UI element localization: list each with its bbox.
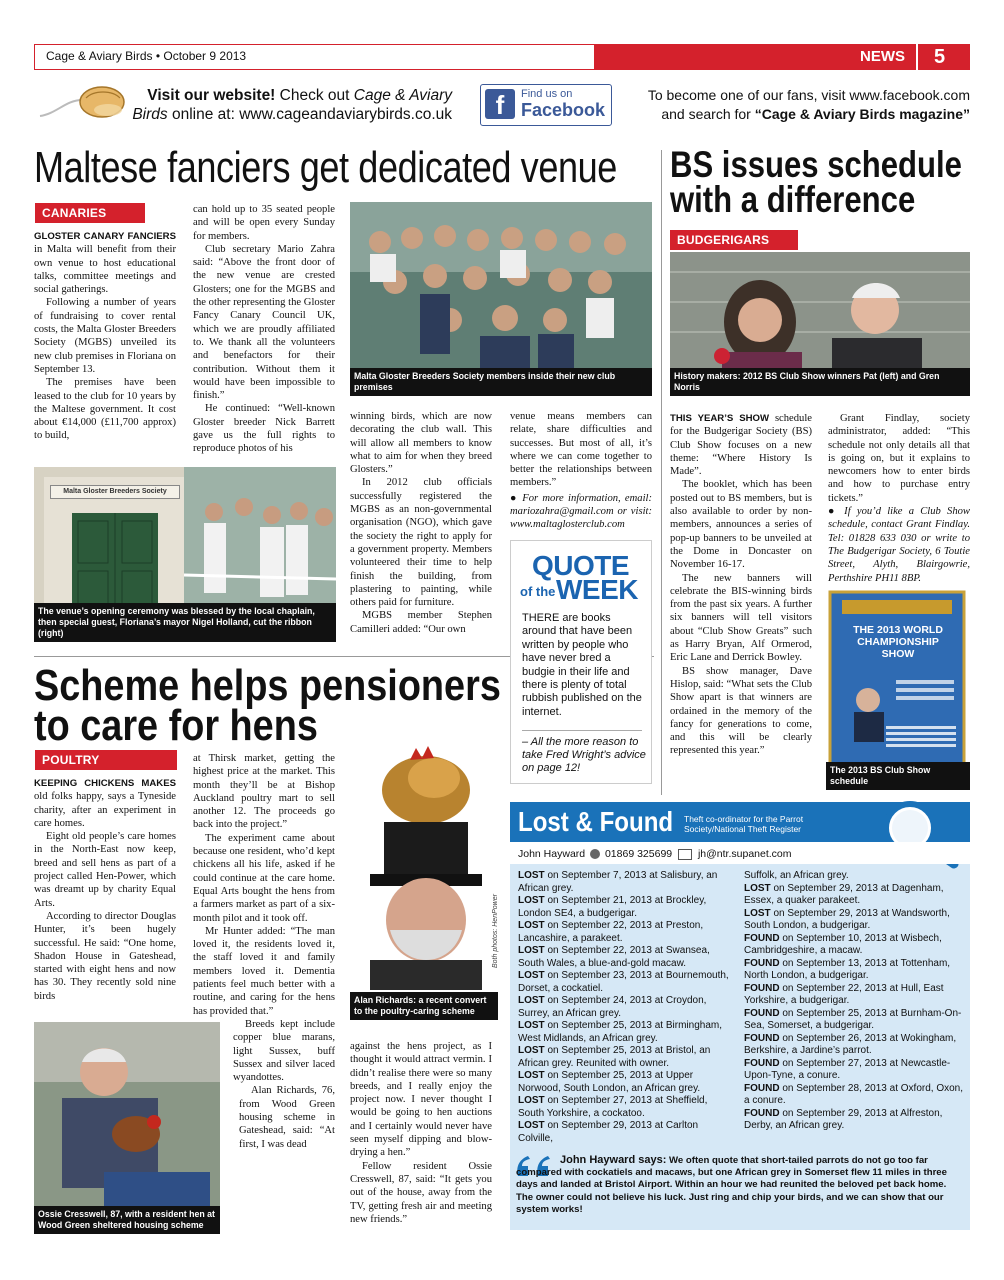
caption-ossie-cresswell: Ossie Cresswell, 87, with a resident hen at Wood Green sheltered housing scheme (34, 1206, 220, 1234)
entry-text: on September 7, 2013 at Salisbury, an African grey. (518, 870, 718, 894)
entry-status: FOUND (744, 957, 780, 969)
lost-found-entry (744, 1008, 964, 1033)
maltese-col4: venue means members can relate, share difficulties and successes. But most of all, it’s where we can come together to better the relationships between members.” ● For more information, email: mariozahra@gmail.com or visit: www.maltaglosterclub.com (510, 411, 652, 531)
photo-club-members (350, 202, 652, 396)
hens-col3: against the hens project, as I thought it would attract vermin. I didn’t realise there were so many breeds, and I really enjoy the project now. I never thought I would be going to hen auctions and I certainly would never have seen myself dipping and blow-drying a hen.” Fellow resident Ossie Cresswell, 87, said: “It gets you out of the house, away from the TV, getting fresh air and meeting new friends.” (350, 1041, 492, 1225)
quote-title-of: of the (520, 584, 556, 599)
photo-schedule-cover (826, 590, 970, 790)
entry-text: on September 22, 2013 at Swansea, South Wales, a blue-and-gold macaw. (518, 945, 710, 969)
entry-text: Suffolk, an African grey. (744, 870, 849, 881)
email-icon (678, 849, 692, 860)
entry-text: on September 25, 2013 at Burnham-On-Sea, Somerset, a budgerigar. (744, 1007, 962, 1031)
entry-status: LOST (518, 895, 545, 906)
entry-text: on September 29, 2013 at Carlton Colville, (518, 1120, 699, 1144)
entry-status: LOST (518, 1070, 545, 1081)
maltese-col1: GLOSTER CANARY FANCIERS in Malta will benefit from their own venue to host educational talks, committee meetings and social gatherings. Following a number of years of fundraising to cover rental costs, the Malta Gloster Breeders Society (MGBS) unveiled its new club premises in Floriana on September 13. The premises have been leased to the club for 10 years by the Maltese government. It cost about €14,000 (£11,700 approx) to build, (34, 231, 176, 442)
website-promo: Visit our website! Check out Cage & Aviary Birds online at: www.cageandaviarybirds.co.uk (132, 87, 452, 123)
hens-headline: Scheme helps pensioners to care for hens (34, 661, 501, 750)
lost-found-entry (744, 1083, 964, 1108)
lost-found-entry (518, 1120, 734, 1145)
page-number: 5 (934, 46, 946, 68)
entry-text: on September 28, 2013 at Oxford, Oxon, a conure. (744, 1082, 964, 1106)
entry-status: FOUND (744, 982, 780, 994)
column-divider (661, 150, 662, 795)
entry-status: FOUND (744, 1107, 780, 1119)
fans-promo: To become one of our fans, visit www.facebook.com and search for “Cage & Aviary Birds magazine” (647, 87, 970, 122)
entry-status: LOST (518, 1095, 545, 1106)
entry-status: FOUND (744, 932, 780, 944)
lost-found-entry (518, 1020, 734, 1045)
lost-found-entry (518, 920, 734, 945)
entry-text: on September 26, 2013 at Wokingham, Berkshire, a Jardine’s parrot. (744, 1032, 957, 1056)
entry-status: LOST (518, 1045, 545, 1056)
bs-col1: THIS YEAR’S SHOW schedule for the Budgerigar Society (BS) Club Show focuses on a new theme: “Where History Is Made”. The booklet, which has been posted out to BS members, but is also available to order by non-members, announces a series of pop-up banners to be unveiled at the Dome in Doncaster on November 16-17. The new banners will celebrate the BIS-winning birds from the past six years. A further six banners will tell visitors about “Club Show Greats” such as Harry Bryan, Alf Ormerod, Eric Lane and Derrick Bowley. BS show manager, Dave Hislop, said: “What sets the Club Show apart is that winners are ordained in the memory of the fancy for generations to come, and this will be clearly represented this year.” (670, 413, 813, 757)
photo-bs-winners (670, 252, 970, 396)
lost-found-entry (744, 883, 964, 908)
photo-venue-opening (34, 467, 336, 642)
bs-col2: Grant Findlay, society administrator, added: “This schedule not only details all that is going on, but it explains to newcomers how to enter birds and how to purchase entry tickets.” ● If you’d like a Club Show schedule, contact Grant Findlay. Tel: 01828 633 030 or write to The Budgerigar Society, 6 Toutie Street, Alyth, Blairgowrie, Perthshire PH11 8BP. (828, 413, 970, 584)
hens-col2: at Thirsk market, getting the highest price at the market. This month they’ll be at Bishop Auckland poultry mart to sell another 12. The proceeds go back into the project.” The experiment came about because one resident, who’d kept chickens all his life, asked if he could continue at the care home. Equal Arts bought the hens from a farmers market as part of a six-month pilot and it took off. Mr Hunter added: “The man loved it, the residents loved it, the staff loved it and family members loved it. Dementia patients feel much better with a routine, and caring for the hens has provided that.” Breeds kept include copper blue marans, light Sussex, buff Sussex and silver laced wyandottes. Alan Richards, 76, from Wood Green housing scheme in Gateshead, said: “At first, I was dead (193, 753, 335, 1150)
entry-status: LOST (744, 882, 771, 894)
phone-icon (590, 849, 600, 859)
caption-alan-richards: Alan Richards: a recent convert to the poultry-caring scheme (350, 992, 498, 1020)
canaries-tag: CANARIES (35, 203, 145, 223)
lost-found-panel (510, 802, 970, 1230)
entry-text: on September 27, 2013 at Sheffield, South Yorkshire, a cockatoo. (518, 1095, 708, 1119)
poultry-tag: POULTRY (35, 750, 177, 770)
entry-status: FOUND (744, 1082, 780, 1094)
lost-found-entry (744, 933, 964, 958)
budgerigars-tag: BUDGERIGARS (670, 230, 798, 250)
maltese-headline: Maltese fanciers get dedicated venue (34, 143, 617, 192)
lost-found-title: Lost & Found (518, 806, 674, 837)
entry-status: LOST (518, 995, 545, 1006)
entry-status: LOST (518, 1120, 545, 1131)
maltese-col3: winning birds, which are now decorating the club wall. This will allow all members to know what to aim for when they breed Glosters.” In 2012 club officials successfully registered the MGBS as an non-governmental organisation (NGO), which gave the society the right to apply for a government property. Members volunteered their time to help finish the building, from plastering to painting, while others paid for furniture. MGBS member Stephen Camilleri added: “Our own (350, 411, 492, 635)
entry-status: LOST (518, 1020, 545, 1031)
entry-text: on September 25, 2013 at Birmingham, West Midlands, an African grey. (518, 1020, 722, 1044)
entry-status: LOST (518, 945, 545, 956)
entry-text: on September 25, 2013 at Upper Norwood, South London, an African grey. (518, 1070, 701, 1094)
venue-plaque: Malta Gloster Breeders Society (50, 485, 180, 499)
schedule-cover-title: THE 2013 WORLD CHAMPIONSHIP SHOW (853, 624, 943, 660)
contact-phone[interactable]: 01869 325699 (604, 848, 673, 860)
entry-status: LOST (518, 870, 545, 881)
caption-venue-opening: The venue’s opening ceremony was blessed by the local chaplain, then special guest, Floriana’s mayor Nigel Holland, cut the ribbon (right) (34, 603, 336, 642)
lost-found-entry (744, 983, 964, 1008)
photo-ossie-cresswell (34, 1022, 220, 1234)
entry-text: on September 13, 2013 at Tottenham, North London, a budgerigar. (744, 957, 951, 981)
entry-status: FOUND (744, 1032, 780, 1044)
entry-status: LOST (744, 907, 771, 919)
mouse-icon (36, 80, 128, 124)
entry-text: on September 27, 2013 at Newcastle-Upon-Tyne, a conure. (744, 1057, 951, 1081)
lost-found-subtitle: Theft co-ordinator for the Parrot Society/National Theft Register (684, 814, 804, 834)
entry-text: on September 29, 2013 at Wandsworth, South London, a budgerigar. (744, 907, 950, 931)
lost-found-entry (744, 1033, 964, 1058)
lost-found-entry (518, 945, 734, 970)
entry-status: FOUND (744, 1007, 780, 1019)
header-bar (34, 44, 970, 70)
lost-found-entry (744, 958, 964, 983)
quote-title-top: QUOTE (532, 550, 630, 581)
lost-found-col2 (744, 870, 964, 1133)
lost-found-contact: John Hayward 01869 325699 jh@ntr.supanet.com (518, 848, 792, 860)
caption-schedule-cover: The 2013 BS Club Show schedule (826, 762, 970, 790)
lost-found-entry (518, 1095, 734, 1120)
lost-found-col1 (518, 870, 734, 1145)
quote-attribution: – All the more reason to take Fred Wright’s advice on page 12! (522, 736, 646, 774)
facebook-badge[interactable]: f Find us on Facebook (480, 84, 612, 126)
john-hayward-says: John Hayward says: We often quote that short-tailed parrots do not go too far compared with cockatiels and macaws, but one African grey in Somerset flew 11 miles in three days and landed at Bristol Airport. Within an hour we had reunited the beloved pet back home. The owner could not believe his luck. Just ring and chip your birds, and we can show that our system works! (516, 1154, 947, 1215)
lost-found-entry (518, 995, 734, 1020)
hens-col1: KEEPING CHICKENS MAKES old folks happy, says a Tyneside charity, after an experiment in care homes. Eight old people’s care homes in the North-East now keep, breed and sell hens as part of a project called Hen-Power, which was dreamt up by charity Equal Arts. According to director Douglas Hunter, it’s been hugely successful. He said: “One home, Shadon House in Gateshead, started with eight hens and now has 30. They recently sold nine birds (34, 778, 176, 1002)
entry-text: on September 22, 2013 at Hull, East Yorkshire, a budgerigar. (744, 982, 944, 1006)
section-label: NEWS (860, 48, 905, 65)
entry-text: on September 21, 2013 at Brockley, London SE4, a budgerigar. (518, 895, 707, 919)
entry-status: FOUND (744, 1057, 780, 1069)
maltese-col2: can hold up to 35 seated people and will be open every Sunday for members. Club secretary Mario Zahra said: “Above the front door of the new venue are crested Glosters; one for the MGBS and the other representing the Gloster Fancy Canary Council UK, which we are proudly affiliated to. We thank all the volunteers and benefactors for their contribution. Without them it would have been impossible to finish.” He continued: “Well-known Gloster breeder Nick Barrett gave us the full rights to reproduce photos of his (193, 204, 335, 455)
website-url[interactable]: online at: www.cageandaviarybirds.co.uk (171, 106, 452, 123)
entry-text: on September 25, 2013 at Bristol, an African grey. Reunited with owner. (518, 1045, 711, 1069)
entry-text: on September 23, 2013 at Bournemouth, Dorset, a cockatiel. (518, 970, 729, 994)
lost-found-entry (518, 1070, 734, 1095)
lost-found-entry (518, 970, 734, 995)
caption-bs-winners: History makers: 2012 BS Club Show winners Pat (left) and Gren Norris (670, 368, 970, 396)
contact-email[interactable]: jh@ntr.supanet.com (697, 848, 792, 860)
entry-status: LOST (518, 920, 545, 931)
issue-line: Cage & Aviary Birds • October 9 2013 (46, 49, 247, 63)
lost-found-entry (744, 1058, 964, 1083)
lost-found-entry (518, 870, 734, 895)
entry-text: on September 10, 2013 at Wisbech, Cambridgeshire, a macaw. (744, 932, 942, 956)
bs-headline: BS issues schedule with a difference (670, 144, 962, 220)
lost-found-entry (518, 1045, 734, 1070)
photo-alan-richards (350, 730, 502, 1028)
entry-text: on September 22, 2013 at Preston, Lancashire, a parakeet. (518, 920, 704, 944)
photo-credit: Both photos: HenPower (492, 894, 499, 968)
lost-found-entry (744, 1108, 964, 1133)
caption-club-members: Malta Gloster Breeders Society members inside their new club premises (350, 368, 652, 396)
lost-found-entry (744, 870, 964, 883)
quote-text: THERE are books around that have been written by people who have never bred a budgie in their life and there is plenty of total rubbish published on the internet. (522, 612, 642, 718)
entry-status: LOST (518, 970, 545, 981)
quote-box (510, 540, 652, 786)
facebook-icon: f (485, 89, 515, 119)
entry-text: on September 29, 2013 at Alfreston, Derby, an African grey. (744, 1107, 943, 1131)
entry-text: on September 29, 2013 at Dagenham, Essex, a quaker parakeet. (744, 882, 944, 906)
lost-found-entry (518, 895, 734, 920)
entry-text: on September 24, 2013 at Croydon, Surrey, an African grey. (518, 995, 707, 1019)
quote-title-week: WEEK (556, 574, 638, 605)
lost-found-entry (744, 908, 964, 933)
